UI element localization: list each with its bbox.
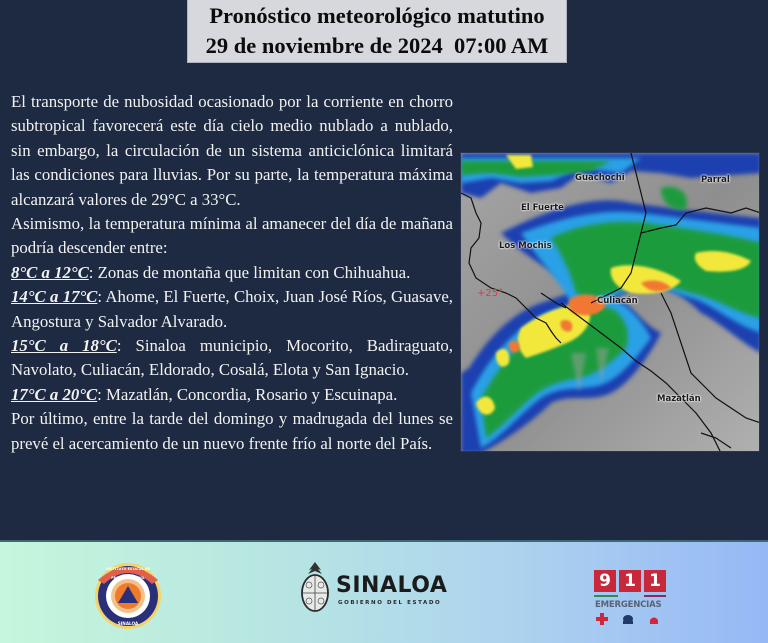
proteccion-civil-logo [92,558,164,630]
satellite-map [460,152,760,452]
map-label-mazatlan: Mazatlán [657,394,701,404]
range-label: 17°C a 20°C [11,384,98,404]
digit-1: 1 [619,570,641,592]
digit-9: 9 [594,570,616,592]
title-line-2: 29 de noviembre de 2024 07:00 AM [205,33,549,58]
map-label-parral: Parral [701,175,730,185]
svg-text:PROTECCIÓN CIVIL: PROTECCIÓN CIVIL [111,576,145,580]
sinaloa-government-logo [298,560,463,616]
medical-cross-icon [596,613,608,625]
emergency-services-icons [596,612,671,626]
sinaloa-subtitle: GOBIERNO DEL ESTADO [338,600,442,606]
closing-paragraph: Por último, entre la tarde del domingo y madrugada del lunes se prevé el acercamiento de un nuevo frente frío al norte del País. [11,409,453,453]
range-label: 8°C a 12°C [11,262,89,282]
footer-logos [0,540,768,643]
map-label-el-fuerte: El Fuerte [521,203,564,213]
range-text: : Zonas de montaña que limitan con Chihuahua. [88,262,411,282]
map-temp-marker: +25° [477,288,504,299]
title-line-1: Pronóstico meteorológico matutino [209,3,545,28]
range-item [11,383,453,407]
range-item [11,285,453,334]
minima-intro: Asimismo, la temperatura mínima al amanecer del día de mañana podría descender entre: [11,214,453,258]
sinaloa-coat-of-arms-icon [298,560,332,616]
svg-text:INSTITUTO ESTATAL DE: INSTITUTO ESTATAL DE [106,567,150,571]
map-label-guachochi: Guachochi [575,173,625,183]
fire-helmet-icon [650,618,658,625]
emergencias-label: EMERGENCIAS [595,600,662,610]
map-label-culiacan: Culiacán [597,296,638,306]
range-label: 15°C a 18°C [11,336,117,356]
range-item [11,334,453,383]
range-label: 14°C a 17°C [11,287,98,307]
intro-paragraph: El transporte de nubosidad ocasionado por la corriente en chorro subtropical favorecerá este día cielo medio nublado a nublado, sin embargo, la circulación de un sistema anticiclónica limitará las condiciones para lluvias. Por su parte, la temperatura máxima alcanzará valores de 29°C a 33°C. [11,92,453,209]
purple-stripe [644,595,666,597]
police-cap-icon [623,615,633,624]
green-stripe [594,595,618,597]
digit-1b: 1 [644,570,666,592]
sinaloa-title: SINALOA [336,573,448,598]
range-text: : Mazatlán, Concordia, Rosario y Escuinapa. [97,384,398,404]
page-title [187,0,567,63]
proteccion-civil-emblem-icon [92,558,164,630]
map-label-los-mochis: Los Mochis [499,241,552,251]
range-text: : Ahome, El Fuerte, Choix, Juan José Ríos, Guasave, Angostura y Salvador Alvarado. [11,287,454,331]
svg-text:SINALOA: SINALOA [117,621,139,626]
range-item [11,261,453,285]
forecast-body [11,90,453,456]
emergencias-911-logo [594,570,674,630]
range-text: : Sinaloa municipio, Mocorito, Badiraguato, Navolato, Culiacán, Eldorado, Cosalá, Elota y San Ignacio. [11,336,453,380]
